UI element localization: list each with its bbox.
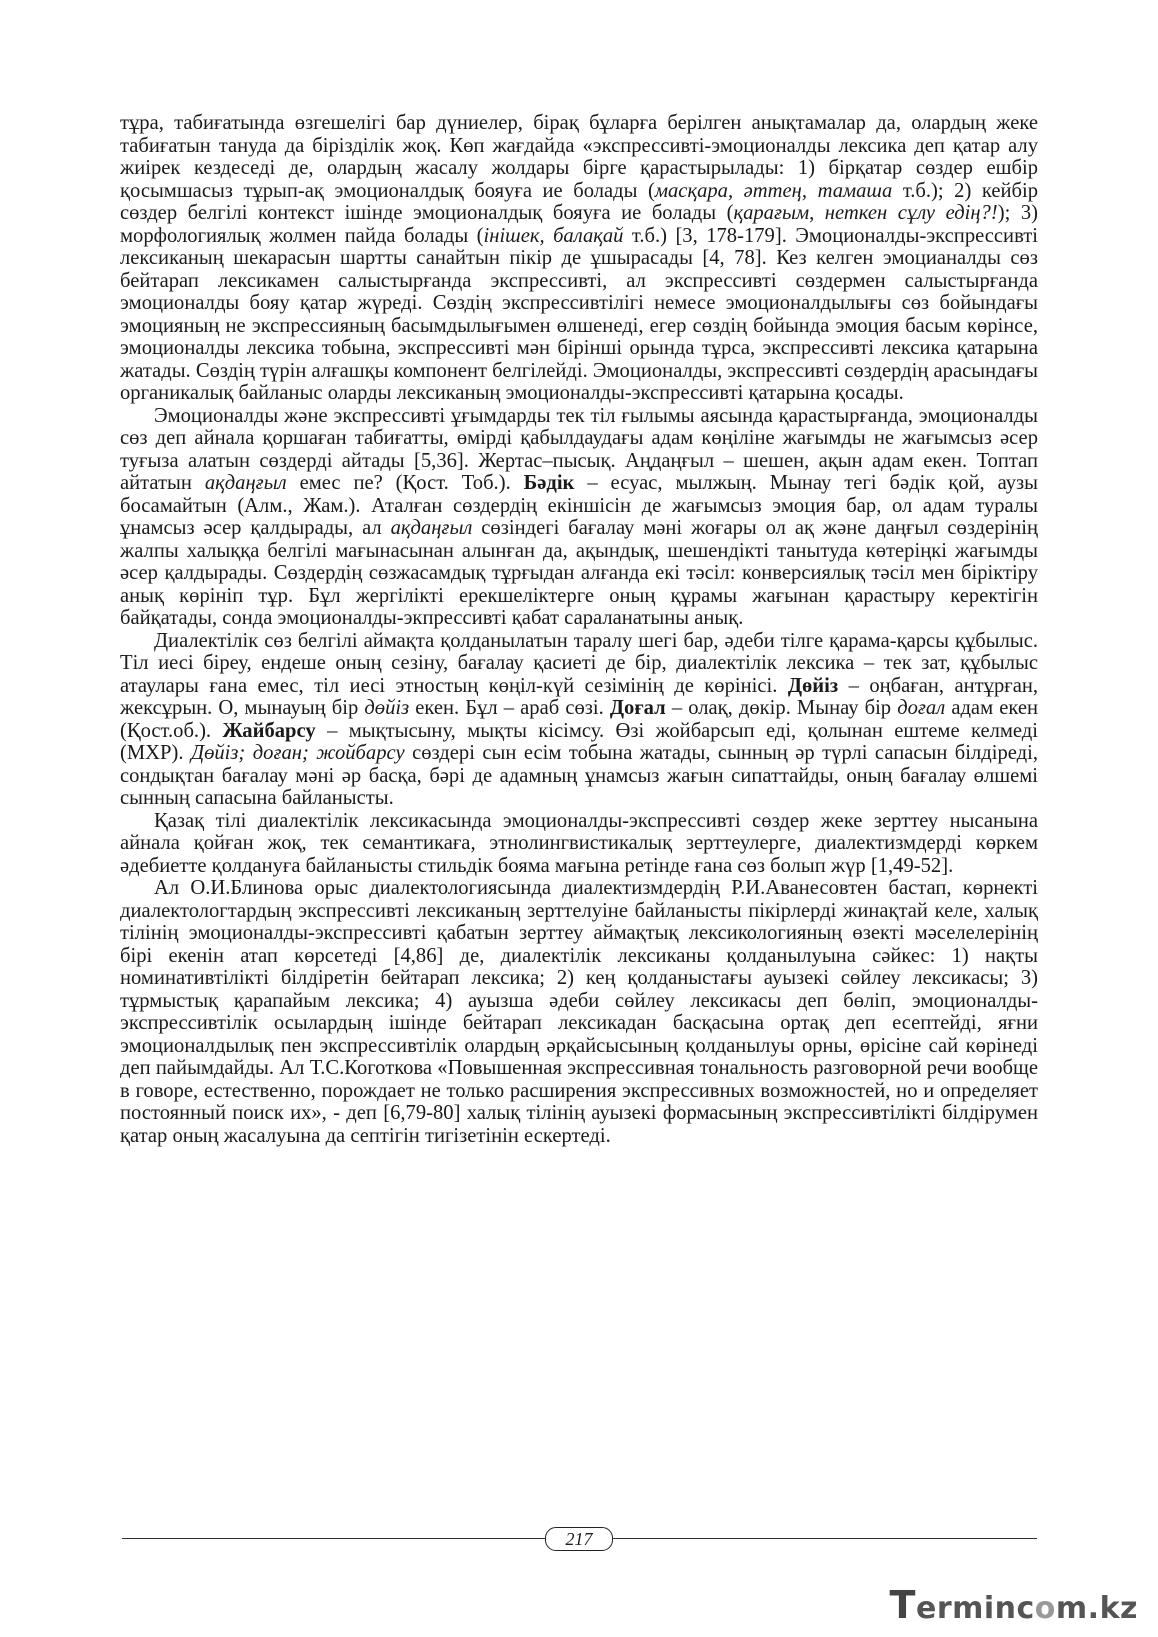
- bold-term: Жайбарсу: [222, 719, 316, 742]
- text-run: ); 3) морфологиялық жолмен пайда болады (: [120, 202, 1038, 247]
- paragraph-2: [120, 405, 1038, 630]
- text-run: адам екен (Қост.об.).: [120, 697, 1038, 742]
- text-run: сөздері сын есім тобына жатады, сынның әр түрлі сапасын білдіреді, сондықтан бағалау мәні әр басқа, бәрі де адамның ұнамсыз жағын сипаттайды, оның бағалау өлшемі сынның сапасына байланысты.: [120, 742, 1038, 809]
- document-body: [120, 112, 1038, 1147]
- text-run: Диалектілік сөз белгілі аймақта қолданылатын таралу шегі бар, әдеби тілге қарама-қарсы құбылыс. Тіл иесі біреу, ендеше оның сезіну, бағалау қасиеті де бір, диалектілік лексика – тек зат, құбылыс атаулары ғана емес, тіл иесі этностың көңіл-күй сезімінің де көрінісі.: [120, 629, 1038, 697]
- italic-term: доғал: [897, 697, 946, 719]
- italic-term: қарағым, неткен сұлу едің?!: [733, 202, 998, 224]
- italic-term: інішек, балақай: [483, 224, 624, 247]
- watermark-letter: T: [889, 1583, 916, 1627]
- text-run: – мықтысыну, мықты кісімсу. Өзі жойбарсып еді, қолынан ештеме келмеді (МХР).: [120, 719, 1038, 764]
- paragraph-5: [120, 877, 1038, 1147]
- text-run: Ал О.И.Блинова орыс диалектологиясында диалектизмдердің Р.И.Аванесовтен бастап, көрнекті диалектологтардың экспрессивті лексиканың зерттелуіне байланысты пікірлерді жинақтай келе, халық тілінің эмоционалды-экспрессивті қабатын зерттеу аймақтық лексикологияның өзекті мәселелерінің бірі екенін атап көрсетеді [4,86] де, диалектілік лексиканы қолданылуына сәйкес: 1) нақты номинативтілікті білдіретін бейтарап лексика; 2) кең қолданыстағы ауызекі сөйлеу лексикасы; 3) тұрмыстық қарапайым лексика; 4) ауызша әдеби сөйлеу лексикасы деп бөліп, эмоционалды-экспрессивтілік осылардың ішінде бейтарап лексикадан басқасына ортақ деп есептейді, яғни эмоционалдылық пен экспрессивтілік олардың әрқайсысының қолданылуы орны, өрісіне сай көрінеді деп пайымдайды. Ал Т.С.Коготкова «Повышенная экспрессивная тональность разговорной речи вообще в говоре, естественно, порождает не только расширения экспрессивных возможностей, но и определяет постоянный поиск их», - деп [6,79-80] халық тілінің ауызекі формасының экспрессивтілікті білдірумен қатар оның жасалуына да септігін тигізетінін ескертеді.: [120, 877, 1038, 1147]
- bold-term: Дөйіз: [787, 674, 839, 697]
- watermark-text: m.kz: [1055, 1591, 1138, 1626]
- italic-term: Дөйіз; доған; жойбарсу: [190, 742, 405, 764]
- text-run: т.б.); 2) кейбір сөздер белгілі контекст ішінде эмоционалдық бояуға ие болады (: [120, 179, 1038, 224]
- bold-term: Доғал: [609, 697, 666, 719]
- watermark-text: erminc: [915, 1591, 1035, 1626]
- watermark-letter: o: [1034, 1591, 1056, 1626]
- italic-term: ақдаңғыл: [204, 472, 287, 494]
- paragraph-1: [120, 112, 1038, 405]
- text-run: – оңбаған, антұрған, жексұрын. О, мынауың бір: [120, 674, 1039, 719]
- text-run: Қазақ тілі диалектілік лексикасында эмоционалды-экспрессивті сөздер жеке зерттеу нысанына айнала қойған жоқ, тек семантикаға, этнолингвистикалық зерттеулерге, диалектизмдерді көркем әдебиетте қолдануға байланысты стильдік бояма мағына ретінде ғана сөз болып жүр [1,49-52].: [120, 809, 1038, 877]
- text-run: т.б.) [3, 178-179]. Эмоционалды-экспрессивті лексиканың шекарасын шартты санайтын пікір де ұшырасады [4, 78]. Кез келген эмоцианалды сөз бейтарап лексикамен салыстырғанда экспрессивті, ал экспрессивті сөздермен салыстырғанда эмоционалды бояу қатар жүреді. Сөздің экспрессивтілігі немесе эмоционалдылығы сөз бойындағы эмоцияның не экспрессияның басымдылығымен өлшенеді, егер сөздің бойында эмоция басым көрінсе, эмоционалды лексика тобына, экспрессивті мән бірінші орында тұрса, экспрессивті лексика қатарына жатады. Сөздің түрін алғашқы компонент белгілейді. Эмоционалды, экспрессивті сөздердің арасындағы органикалық байланыс оларды лексиканың эмоционалды-экспрессивті қатарына қосады.: [120, 224, 1039, 404]
- paragraph-3: [120, 630, 1038, 810]
- page-number: 217: [545, 1527, 613, 1551]
- text-run: – есуас, мылжың. Мынау тегі бәдік қой, аузы босамайтын (Алм., Жам.). Аталған сөздердің екіншісін де жағымсыз эмоция бар, ол адам туралы ұнамсыз әсер қалдырады, ал: [120, 472, 1038, 539]
- italic-term: масқара, әттең, тамаша: [654, 179, 893, 202]
- text-run: сөзіндегі бағалау мәні жоғары ол ақ және даңғыл сөздерінің жалпы халыққа белгілі мағынасынан алынған да, ақындық, шешендікті танытуда көтеріңкі жағымды әсер қалдырады. Сөздердің сөзжасамдық тұрғыдан алғанда екі тәсіл: конверсиялық тәсіл мен біріктіру анық көрініп тұр. Бұл жергілікті ерекшеліктерге оның құрамы жағынан қарастыру керектігін байқатады, сонда эмоционалды-экпрессивті қабат сараланатыны анық.: [120, 517, 1038, 629]
- bold-term: Бәдік: [523, 472, 575, 494]
- text-run: тұра, табиғатында өзгешелігі бар дүниелер, бірақ бұларға берілген анықтамалар да, олардың жеке табиғатын тануда да бірізділік жоқ. Көп жағдайда «экспрессивті-эмоционалды лексика деп қатар алу жиірек кездеседі де, олардың жасалу жолдары бірге қарастырылады: 1) бірқатар сөздер ешбір қосымшасыз тұрып-ақ эмоционалдық бояуға ие болады (: [120, 112, 1038, 202]
- paragraph-4: [120, 810, 1038, 878]
- text-run: Эмоционалды және экспрессивті ұғымдарды тек тіл ғылымы аясында қарастырғанда, эмоционалды сөз деп айнала қоршаған табиғатты, өмірді қабылдаудағы адам көңіліне жағымды не жағымсыз әсер туғыза алатын сөздерді айтады [5,36]. Жертас–пысық. Аңдаңғыл – шешен, ақын адам екен. Топтап айтатын: [120, 404, 1038, 494]
- italic-term: дөйіз: [364, 697, 410, 719]
- italic-term: ақдаңғыл: [390, 517, 473, 539]
- text-run: екен. Бұл – араб сөзі.: [409, 697, 610, 719]
- watermark-logo: [890, 1583, 1138, 1627]
- text-run: – олақ, дөкір. Мынау бір: [665, 697, 898, 719]
- text-run: емес пе? (Қост. Тоб.).: [286, 472, 524, 494]
